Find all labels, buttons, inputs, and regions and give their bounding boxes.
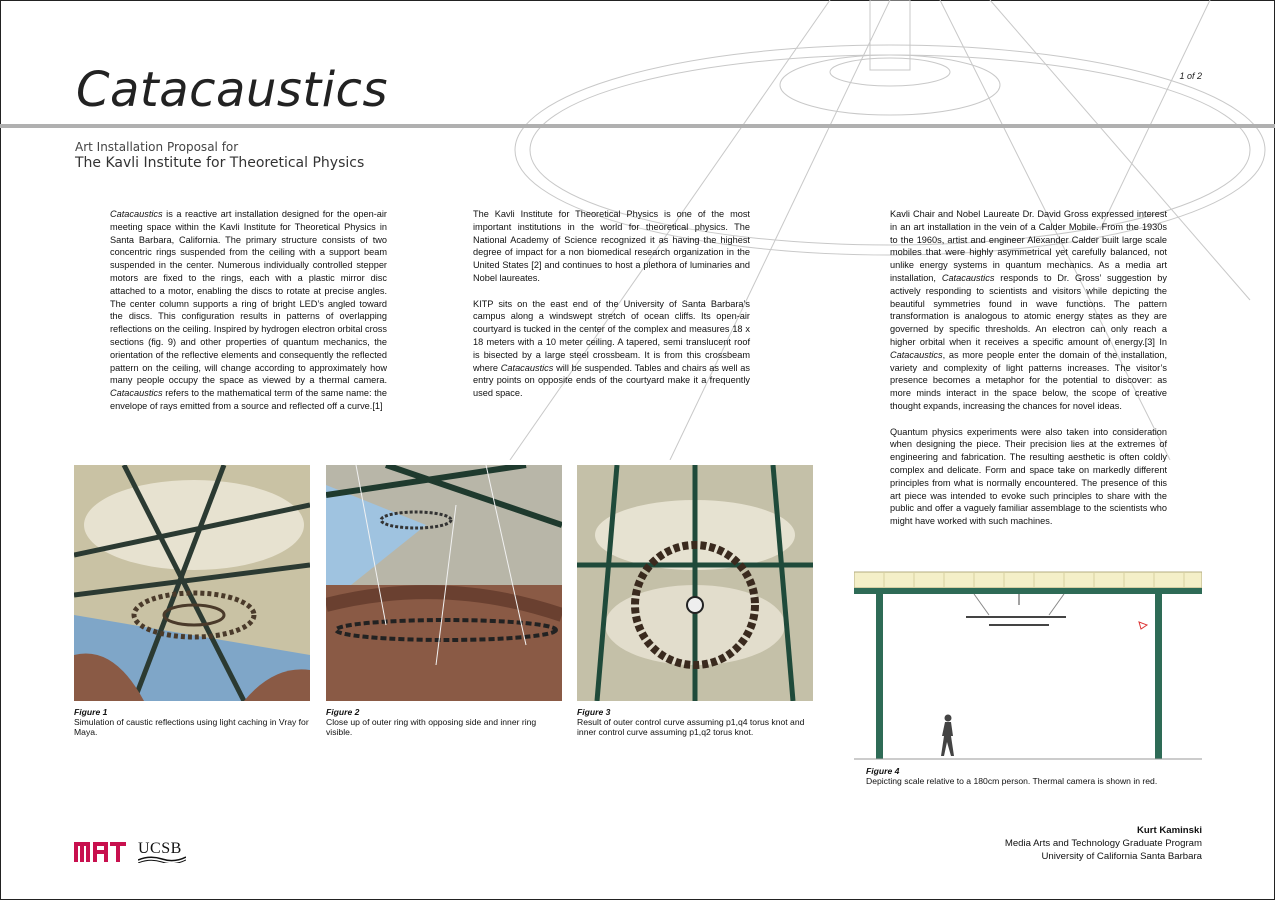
subtitle-line1: Art Installation Proposal for	[75, 140, 239, 154]
col2-paragraph-2	[473, 298, 750, 400]
col1-text-b: refers to the mathematical term of the same name: the envelope of rays emitted from a source and reflected off a curve.[1]	[110, 388, 387, 411]
col1-emphasis-2: Catacaustics	[110, 388, 163, 399]
col2-paragraph-1: The Kavli Institute for Theoretical Physics is one of the most important institutions in the world for theoretical physics. The National Academy of Science recognized it as having the highest degree of impact for a non biomedical research organization in the United States [2] and continues to host a plethora of luminaries and Nobel laureates.	[473, 209, 750, 283]
mat-logo	[74, 840, 126, 862]
figure-4-label: Figure 4	[866, 766, 900, 776]
col2-text-a: KITP sits on the east end of the University of Santa Barbara’s campus along a windswept stretch of ocean cliffs. Its open-air courtyard is tucked in the center of the complex and measures 18 x 18 meters with a 10 meter ceiling. A tapered, semi translucent roof is bisected by a large steel crossbeam. It is from this crossbeam where	[473, 298, 750, 373]
page-number: 1 of 2	[1179, 71, 1202, 81]
col3-paragraph-2: Quantum physics experiments were also taken into consideration when designing the piece. Their precision lies at the extremes of engineering and fabrication. The resulting aesthetic is often coldly complex and delicate. Form and space take on markedly different principles from what is normally encountered. The presence of this art piece was intended to evoke such principles to share with the public and offer a vaguely familiar assemblage to the scientists who might have worked with such machines.	[890, 426, 1167, 527]
figure-4-text: Depicting scale relative to a 180cm person. Thermal camera is shown in red.	[866, 776, 1158, 786]
col2-text-b: will be suspended. Tables and chairs as well as entry points on opposite ends of the courtyard make it a frequently used space.	[473, 362, 750, 399]
figure-3-caption	[577, 707, 813, 737]
col3-emphasis: Catacaustics	[941, 272, 995, 283]
text-column-1	[110, 208, 387, 426]
person-silhouette	[941, 715, 954, 757]
page-title: Catacaustics	[76, 62, 388, 118]
header-rule	[0, 124, 1275, 128]
figure-2-text: Close up of outer ring with opposing side and inner ring visible.	[326, 717, 537, 737]
subtitle-line2: The Kavli Institute for Theoretical Physics	[75, 155, 365, 171]
figure-3-image	[577, 465, 813, 701]
figure-2-caption	[326, 707, 562, 737]
figure-1-caption	[74, 707, 310, 737]
figure-3-text: Result of outer control curve assuming p1,q4 torus knot and inner control curve assuming p1,q2 torus knot.	[577, 717, 805, 737]
col3-text-b: responds to Dr. Gross’ suggestion by actively responding to scientists and visitors while depicting the beautiful symmetries found in wave functions. The pattern transformation is analogous to atomic energy states as they are governed by specific thresholds. An electron can only reach a higher orbital when it receives a specific amount of energy.[3] In	[890, 272, 1167, 347]
text-column-2	[473, 208, 750, 413]
figure-1-label: Figure 1	[74, 707, 108, 717]
col1-emphasis: Catacaustics	[110, 209, 163, 219]
col3-paragraph-1	[890, 208, 1167, 413]
figure-1-text: Simulation of caustic reflections using light caching in Vray for Maya.	[74, 717, 309, 737]
figure-4-image	[854, 570, 1202, 762]
author-university: University of California Santa Barbara	[1041, 851, 1202, 862]
ucsb-logo-waves	[138, 855, 186, 863]
author-program: Media Arts and Technology Graduate Program	[1004, 838, 1202, 849]
figure-1-image	[74, 465, 310, 701]
col1-paragraph-1	[110, 208, 387, 413]
col2-emphasis: Catacaustics	[500, 362, 554, 373]
col3-emphasis-2: Catacaustics	[890, 349, 943, 360]
figure-3-label: Figure 3	[577, 707, 611, 717]
text-column-3	[890, 208, 1167, 541]
figure-2-label: Figure 2	[326, 707, 360, 717]
col3-text-c: , as more people enter the domain of the installation, variety and complexity of light patterns increases. The visitor’s presence becomes a metaphor for the potential to discover: as more minds interact in the space below, the scope of creative thought expands, increasing the chances for novel ideas.	[890, 349, 1167, 411]
figure-2-image	[326, 465, 562, 701]
figure-4-caption	[866, 766, 1196, 786]
col3-text-a: Kavli Chair and Nobel Laureate Dr. David Gross expressed interest in an art installation in the vein of a Calder Mobile. From the 1930s to the 1960s, artist and engineer Alexander Calder built large scale mobiles that were highly asymmetrical yet carefully balanced, not unlike energy systems in quantum mechanics. As a media art installation,	[890, 209, 1167, 283]
author-name: Kurt Kaminski	[1136, 825, 1202, 836]
author-block	[1005, 824, 1202, 863]
col1-text-a: is a reactive art installation designed for the open-air meeting space within the Kavli Institute for Theoretical Physics in Santa Barbara, California. The primary structure consists of two concentric rings suspended from the ceiling with a support beam suspended in the center. Numerous individually controlled stepper motors are fixed to the rings, each with a plastic mirror disc attached to a motor, enabling the discs to rotate at precise angles. The center column supports a ring of bright LED’s angled toward the discs. This configuration results in patterns of overlapping reflections on the ceiling. Inspired by hydrogen electron orbital cross sections (fig. 9) and other properties of quantum mechanics, the orientation of the reflective elements and consequently the reflected pattern on the ceiling, will change according to approximately how many people occupy the space as viewed by a thermal camera.	[110, 209, 387, 386]
ucsb-logo: UCSB	[138, 840, 182, 857]
